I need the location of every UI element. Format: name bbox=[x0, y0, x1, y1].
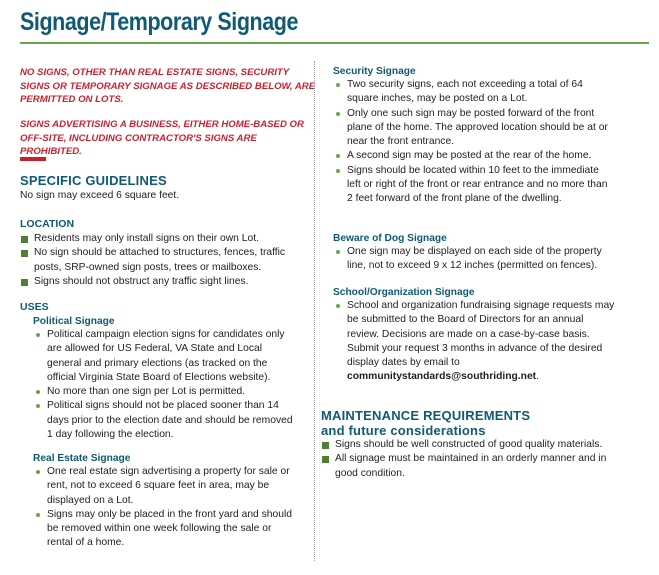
security-signage-heading: Security Signage bbox=[333, 66, 416, 77]
column-divider bbox=[314, 61, 315, 561]
dog-list bbox=[333, 245, 615, 274]
list-item: Political signs should not be placed sooner than 14 days prior to the election date and should be removed 1 day following the election. bbox=[33, 399, 295, 442]
list-item: A second sign may be posted at the rear of the home. bbox=[333, 149, 615, 163]
page-title: Signage/Temporary Signage bbox=[20, 8, 298, 36]
list-item: No sign should be attached to structures, fences, traffic posts, SRP-owned sign posts, trees or mailboxes. bbox=[20, 246, 292, 275]
political-signage-heading: Political Signage bbox=[33, 316, 115, 327]
list-item: One real estate sign advertising a property for sale or rent, not to exceed 6 square feet in area, may be displayed on a Lot. bbox=[33, 465, 295, 508]
list-item: Two security signs, each not exceeding a total of 64 square inches, may be posted on a Lot. bbox=[333, 78, 615, 107]
location-list bbox=[20, 232, 292, 289]
uses-heading: USES bbox=[20, 301, 49, 313]
list-item: Signs should not obstruct any traffic sight lines. bbox=[20, 275, 292, 289]
security-list bbox=[333, 78, 615, 207]
real-estate-list bbox=[33, 465, 295, 551]
list-item bbox=[333, 299, 615, 385]
list-item: Signs may only be placed in the front yard and should be removed within one week following the sale or rental of a home. bbox=[33, 508, 295, 551]
school-text-end: . bbox=[536, 371, 539, 383]
school-organization-heading: School/Organization Signage bbox=[333, 287, 475, 298]
list-item: Signs should be well constructed of good quality materials. bbox=[321, 438, 613, 452]
warning-lots: NO SIGNS, OTHER THAN REAL ESTATE SIGNS, SECURITY SIGNS OR TEMPORARY SIGNAGE AS DESCRIBED BELOW, ARE PERMITTED ON LOTS. bbox=[20, 67, 316, 105]
list-item: All signage must be maintained in an orderly manner and in good condition. bbox=[321, 452, 613, 481]
political-list bbox=[33, 328, 295, 442]
list-item: No more than one sign per Lot is permitted. bbox=[33, 385, 295, 399]
list-item: Signs should be located within 10 feet to the immediate left or right of the front or rear entrance and no more than 2 feet forward of the front plane of the dwelling. bbox=[333, 164, 615, 207]
maintenance-list bbox=[321, 438, 613, 481]
beware-of-dog-heading: Beware of Dog Signage bbox=[333, 233, 447, 244]
location-heading: LOCATION bbox=[20, 218, 75, 230]
list-item: One sign may be displayed on each side of the property line, not to exceed 9 x 12 inches (permitted on fences). bbox=[333, 245, 615, 274]
specific-guidelines-text: No sign may exceed 6 square feet. bbox=[20, 190, 180, 201]
school-list bbox=[333, 299, 615, 385]
specific-guidelines-heading: SPECIFIC GUIDELINES bbox=[20, 173, 167, 188]
title-rule bbox=[20, 42, 649, 44]
maintenance-heading: MAINTENANCE REQUIREMENTS bbox=[321, 408, 531, 423]
red-accent-bar bbox=[20, 157, 46, 161]
real-estate-signage-heading: Real Estate Signage bbox=[33, 453, 131, 464]
school-text: School and organization fundraising signage requests may be submitted to the Board of Directors for an annual review. Decisions are made on a case-by-case basis. Submit your request 3 months in advance of the desired display dates by email to bbox=[347, 300, 615, 369]
list-item: Political campaign election signs for candidates only are allowed for US Federal, VA State and Local general and primary elections (as tracked on the official Virginia State Board of Elections website). bbox=[33, 328, 295, 385]
email-link[interactable]: communitystandards@southriding.net bbox=[347, 371, 537, 383]
list-item: Only one such sign may be posted forward of the front plane of the home. The approved location should be at or near the front entrance. bbox=[333, 107, 615, 150]
warning-business: SIGNS ADVERTISING A BUSINESS, EITHER HOME-BASED OR OFF-SITE, INCLUDING CONTRACTOR'S SIGNS ARE PROHIBITED. bbox=[20, 119, 304, 157]
list-item: Residents may only install signs on their own Lot. bbox=[20, 232, 292, 246]
maintenance-subheading: and future considerations bbox=[321, 423, 486, 438]
